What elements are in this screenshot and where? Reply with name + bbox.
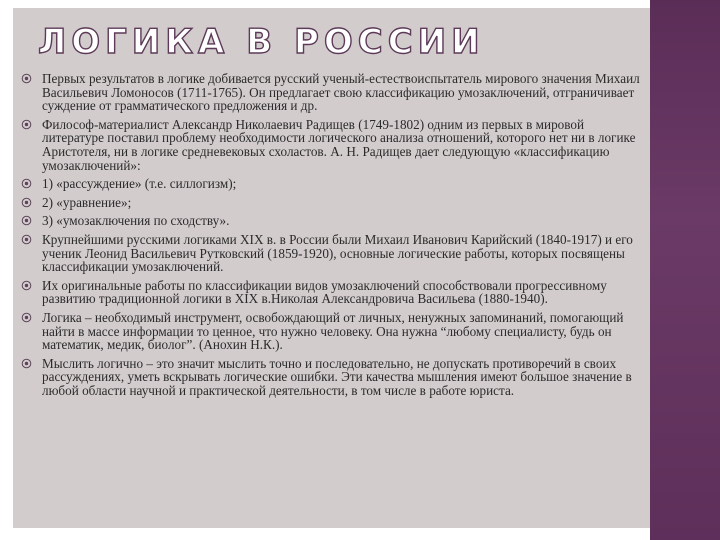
list-item-text: Мыслить логично – это значит мыслить точно и последовательно, не допускать противоречий в своих рассуждениях, уметь вскрывать логические ошибки. Эти качества мышления имеют большое значение в любой области научной и практической деятельности, в том числе в работе юриста. [42,355,632,398]
list-item-text: Философ-материалист Александр Николаевич Радищев (1749-1802) одним из первых в мировой литературе поставил проблему необходимости логического анализа отношений, которого нет ни в логике Аристотеля, ни в логике средневековых схоластов. А. Н. Радищев дает следующую «классификацию умозаключений»: [42,116,636,173]
circled-dot-icon [21,280,32,291]
decorative-side-band [650,0,720,540]
list-item-text: Их оригинальные работы по классификации видов умозаключений способствовали прогрессивному развитию традиционной логики в XIX в.Николая Александровича Васильева (1880-1940). [42,277,607,307]
circled-dot-icon [21,73,32,84]
list-item [18,177,644,191]
list-item-text: Крупнейшими русскими логиками XIX в. в России были Михаил Иванович Карийский (1840-1917) и его ученик Леонид Васильевич Рутковский (1859-1920), основные логические работы, которых посвящены классификации умозаключений. [42,231,633,275]
circled-dot-icon [21,197,32,208]
list-item [18,72,644,113]
list-item-text: 1) «рассуждение» (т.е. силлогизм); [42,176,237,192]
circled-dot-icon [21,358,32,369]
list-item [18,214,644,228]
bullet-list [18,72,644,402]
list-item [18,196,644,210]
circled-dot-icon [21,178,32,189]
circled-dot-icon [21,119,32,130]
list-item [18,118,644,172]
list-item [18,279,644,306]
slide-title: ЛОГИКА В РОССИИ [38,22,485,62]
list-item [18,311,644,352]
circled-dot-icon [21,215,32,226]
list-item [18,233,644,274]
list-item [18,357,644,398]
list-item-text: Первых результатов в логике добивается русский ученый-естествоиспытатель мирового значения Михаил Васильевич Ломоносов (1711-1765). Он предлагает свою классификацию умозаключений, отграничивает суждение от грамматического предложения и др. [42,71,640,114]
circled-dot-icon [21,312,32,323]
list-item-text: Логика – необходимый инструмент, освобождающий от личных, ненужных запоминаний, помогающий найти в массе информации то ценное, что нужно человеку. Она нужна “любому специалисту, будь он математик, медик, биолог”. (Анохин Н.К.). [42,309,624,353]
list-item-text: 2) «уравнение»; [42,194,132,210]
circled-dot-icon [21,234,32,245]
list-item-text: 3) «умозаключения по сходству». [42,213,230,229]
